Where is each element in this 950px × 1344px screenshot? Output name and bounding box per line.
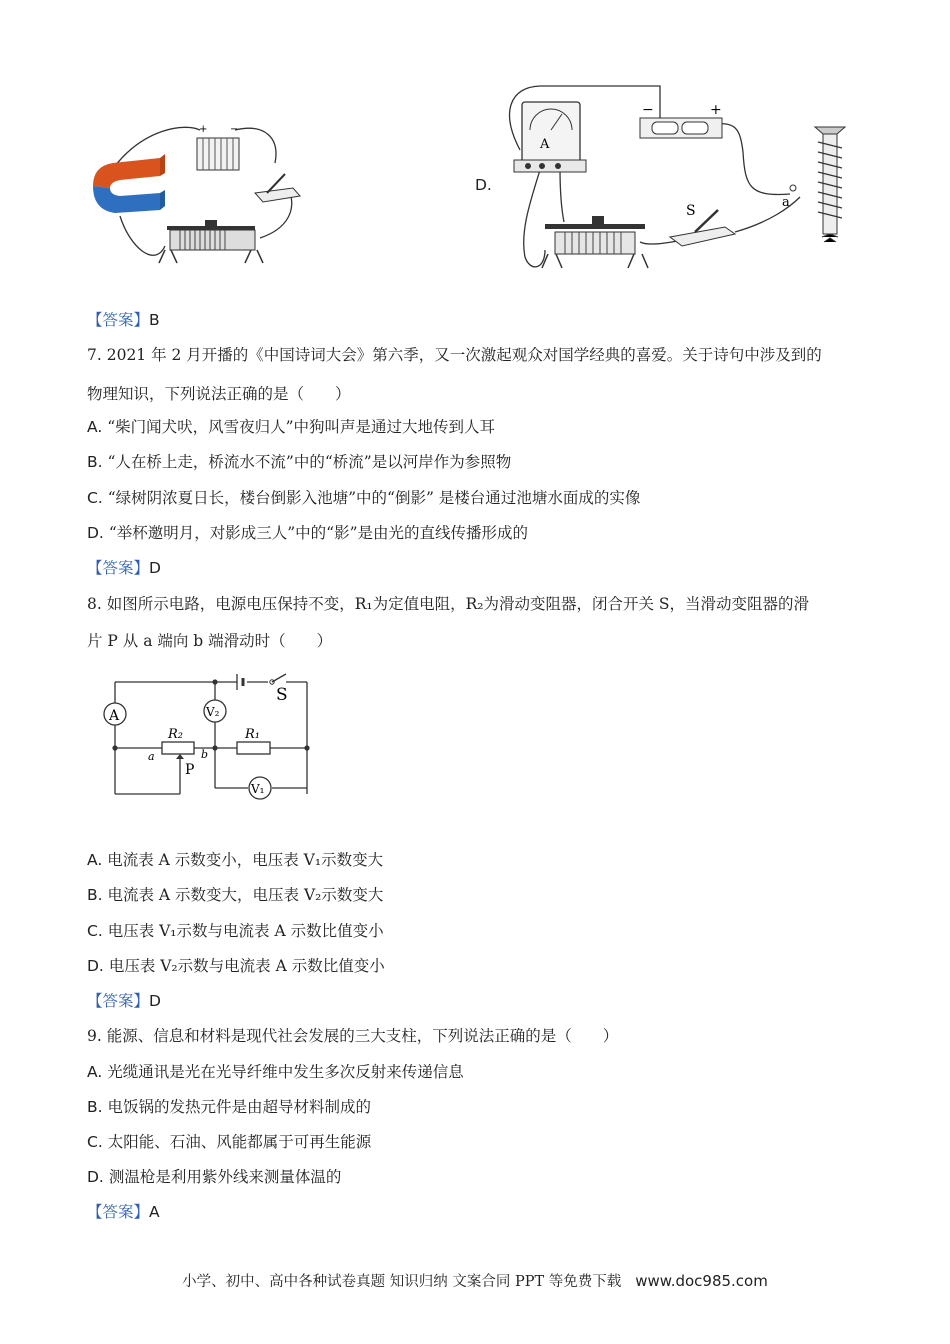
q8-stem-line2: 片 P 从 a 端向 b 端滑动时（ ） [87,632,333,650]
battery-plus: + [710,102,722,118]
page-footer [0,1270,950,1291]
q8-stem-line1: 8. 如图所示电路，电源电压保持不变，R₁为定值电阻，R₂为滑动变阻器，闭合开关 S，当滑动变阻器的滑 [87,595,810,613]
q8-option-b: B. 电流表 A 示数变大，电压表 V₂示数变大 [87,886,384,904]
answer-bracket: 【答案】 [87,311,150,329]
slider-p-label: P [185,762,195,778]
electromagnet-icon [815,127,845,242]
q7-stem-line2: 物理知识，下列说法正确的是（ ） [87,385,351,403]
answer-bracket: 【答案】 [87,992,150,1010]
q9-option-b: B. 电饭锅的发热元件是由超导材料制成的 [87,1098,372,1116]
q6-option-c-figure [85,118,310,278]
r2-label: R₂ [168,727,183,742]
answer-value: A [149,1203,160,1221]
ammeter-label: A [109,708,120,724]
switch-label: S [276,685,288,705]
q8-option-c: C. 电压表 V₁示数与电流表 A 示数比值变小 [87,922,384,940]
ammeter-symbol [104,703,126,725]
battery-icon [197,124,239,170]
switch-symbol [270,674,288,705]
q8-circuit-diagram [100,670,320,810]
answer-bracket: 【答案】 [87,1203,150,1221]
point-a-label: a [782,195,790,210]
v1-label: V₁ [251,782,265,796]
q8-option-a: A. 电流表 A 示数变小，电压表 V₁示数变大 [87,851,384,869]
r1-label: R₁ [245,727,260,742]
q7-option-d: D. “举杯邀明月，对影成三人”中的“影”是由光的直线传播形成的 [87,524,529,542]
q7-stem-line1: 7. 2021 年 2 月开播的《中国诗词大会》第六季，又一次激起观众对国学经典的喜爱。关于诗句中涉及到的 [87,346,822,364]
svg-text:+: + [199,124,208,135]
battery-symbol [237,674,243,690]
answer-value: D [149,992,161,1010]
answer-bracket: 【答案】 [87,559,150,577]
q6-answer [87,309,160,331]
resistor-r2-symbol [148,727,208,778]
answer-value: B [149,311,160,329]
q6-option-d-figure [500,82,855,274]
ammeter-label: A [540,137,550,152]
svg-text:−: − [230,124,239,135]
battery-icon [640,102,722,138]
v2-label: V₂ [206,705,220,719]
ammeter-icon [514,102,586,172]
switch-icon [670,203,735,246]
answer-value: D [149,559,161,577]
q7-option-a: A. “柴门闻犬吠，风雪夜归人”中狗叫声是通过大地传到人耳 [87,418,496,436]
voltmeter-v2-symbol [204,700,226,722]
q7-option-b: B. “人在桥上走，桥流水不流”中的“桥流”是以河岸作为参照物 [87,453,512,471]
q6-option-d-label: D. [475,176,492,194]
q9-stem: 9. 能源、信息和材料是现代社会发展的三大支柱，下列说法正确的是（ ） [87,1027,619,1045]
footer-text: 小学、初中、高中各种试卷真题 知识归纳 文案合同 PPT 等免费下载 [182,1274,622,1290]
switch-label: S [686,203,696,219]
q9-answer [87,1201,160,1223]
q8-option-d: D. 电压表 V₂示数与电流表 A 示数比值变小 [87,957,385,975]
q8-answer [87,990,161,1012]
footer-url-link[interactable]: www.doc985.com [635,1272,768,1290]
q9-option-a: A. 光缆通讯是光在光导纤维中发生多次反射来传递信息 [87,1063,464,1081]
q9-option-c: C. 太阳能、石油、风能都属于可再生能源 [87,1133,372,1151]
resistor-r1-symbol [237,727,270,754]
q7-answer [87,557,161,579]
switch-icon [255,174,300,202]
end-a-label: a [148,750,155,763]
rheostat-icon [159,220,263,263]
end-b-label: b [201,748,209,761]
voltmeter-v1-symbol [249,777,271,799]
battery-minus: − [642,102,654,118]
q7-option-c: C. “绿树阴浓夏日长，楼台倒影入池塘”中的“倒影” 是楼台通过池塘水面成的实像 [87,489,641,507]
q9-option-d: D. 测温枪是利用紫外线来测量体温的 [87,1168,342,1186]
rheostat-icon [542,216,648,268]
